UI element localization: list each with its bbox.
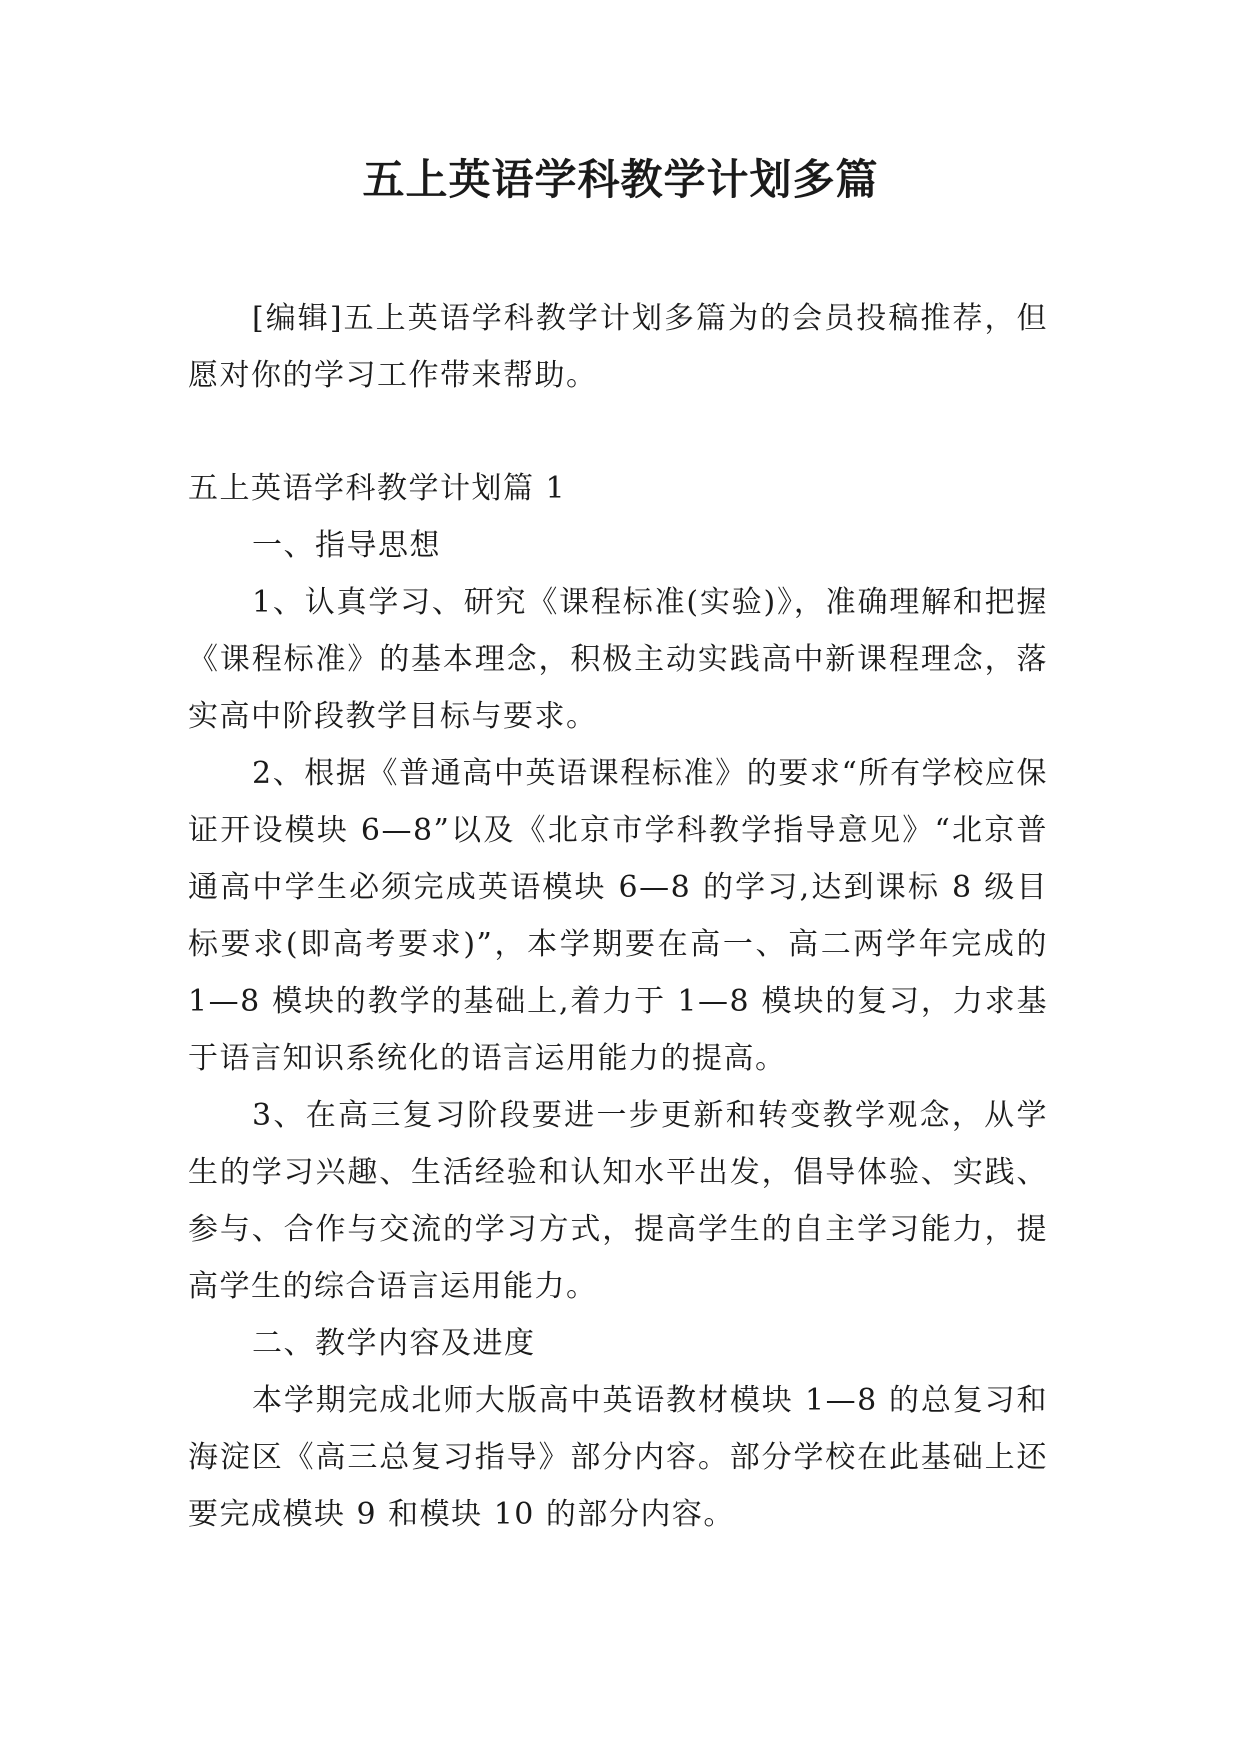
paragraph-item-4: 本学期完成北师大版高中英语教材模块 1—8 的总复习和海淀区《高三总复习指导》部分内容。部分学校在此基础上还要完成模块 9 和模块 10 的部分内容。 [188,1383,1048,1532]
intro-block [188,290,1048,404]
heading-guiding-ideology: 一、指导思想 [252,528,441,563]
paragraph-item-2: 2、根据《普通高中英语课程标准》的要求“所有学校应保证开设模块 6—8”以及《北京市学科教学指导意见》“北京普通高中学生必须完成英语模块 6—8 的学习,达到课标 8 级目标要求(即高考要求)”，本学期要在高一、高二两学年完成的 1—8 模块的教学的基础上,着力于 1—8 模块的复习，力求基于语言知识系统化的语言运用能力的提高。 [188,756,1048,1076]
section-title: 五上英语学科教学计划篇 1 [188,471,567,506]
heading-teaching-content: 二、教学内容及进度 [252,1326,536,1361]
document-title: 五上英语学科教学计划多篇 [362,155,879,204]
paragraph-item-3: 3、在高三复习阶段要进一步更新和转变教学观念，从学生的学习兴趣、生活经验和认知水平出发，倡导体验、实践、参与、合作与交流的学习方式，提高学生的自主学习能力，提高学生的综合语言运用能力。 [188,1098,1048,1304]
intro-paragraph: [编辑]五上英语学科教学计划多篇为的会员投稿推荐，但愿对你的学习工作带来帮助。 [188,301,1048,393]
paragraph-item-1: 1、认真学习、研究《课程标准(实验)》，准确理解和把握《课程标准》的基本理念，积极主动实践高中新课程理念，落实高中阶段教学目标与要求。 [188,585,1048,734]
content-block [188,460,1048,1543]
